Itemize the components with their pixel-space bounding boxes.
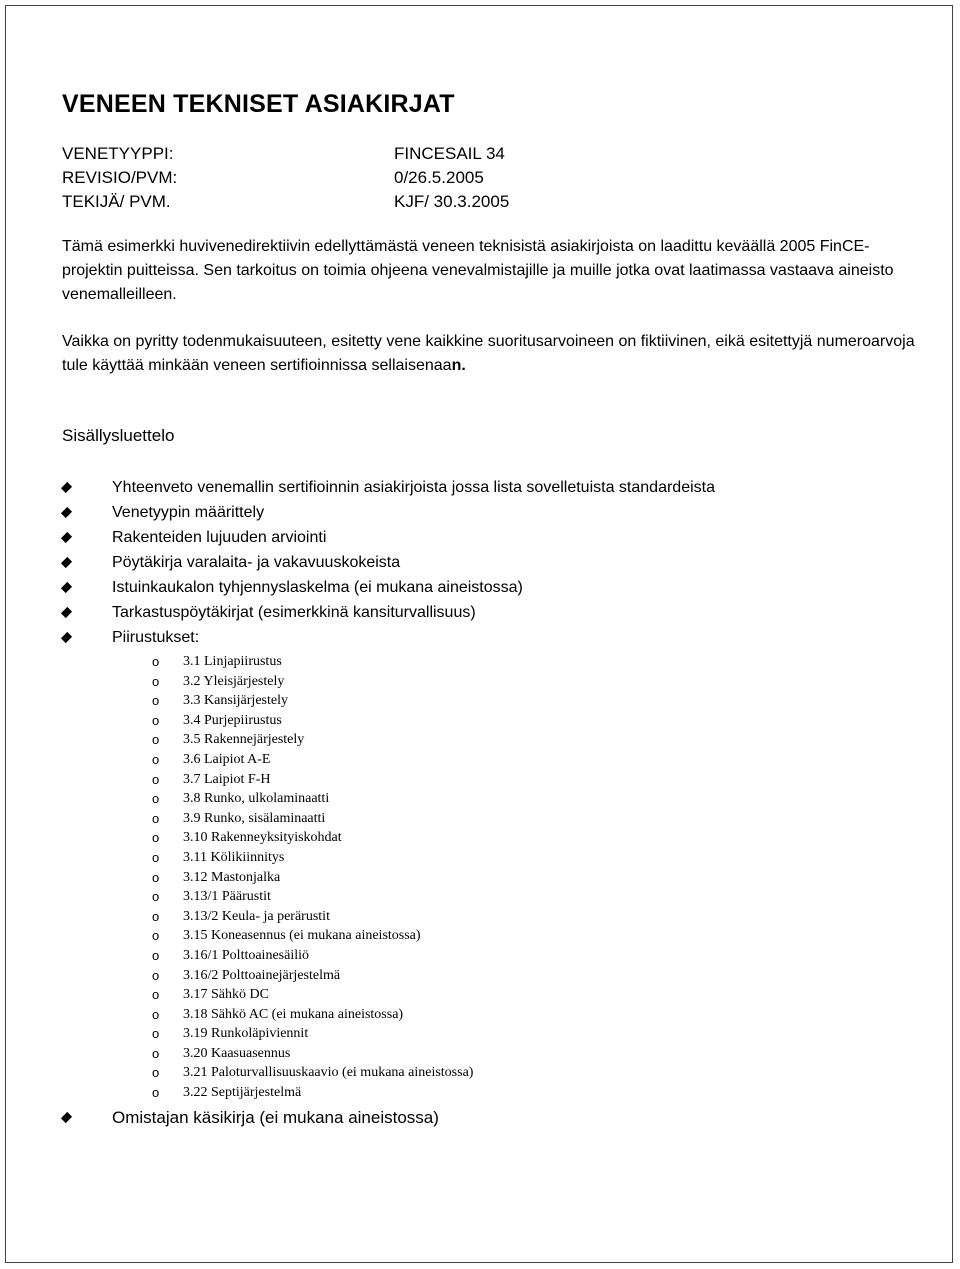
drawing-item (152, 907, 922, 927)
meta-row-boat-type (62, 142, 922, 166)
circle-bullet-icon: o (152, 712, 160, 728)
drawing-item-label: 3.20 Kaasuasennus (183, 1045, 291, 1061)
circle-bullet-icon: o (152, 1026, 160, 1042)
intro-paragraph-1: Tämä esimerkki huvivenedirektiivin edellyttämästä veneen teknisistä asiakirjoista on laadittu keväällä 2005 FinCE-projektin puitteissa. Sen tarkoitus on toimia ohjeena venevalmistajille ja muille jotka ovat laatimassa vastaava aineisto venemalleilleen. (62, 238, 894, 303)
intro-paragraph-2-end: n. (451, 357, 466, 374)
toc-item (62, 525, 922, 550)
toc-item (62, 1105, 922, 1130)
meta-value: FINCESAIL 34 (394, 144, 505, 163)
drawing-item (152, 946, 922, 966)
toc-item-label: Tarkastuspöytäkirjat (esimerkkinä kansiturvallisuus) (112, 604, 476, 621)
drawing-item-label: 3.8 Runko, ulkolaminaatti (183, 791, 330, 807)
circle-bullet-icon: o (152, 1045, 160, 1061)
drawing-item-label: 3.9 Runko, sisälaminaatti (183, 810, 326, 826)
meta-label: REVISIO/PVM: (62, 168, 178, 187)
meta-value: KJF/ 30.3.2005 (394, 192, 510, 211)
toc-heading: Sisällysluettelo (62, 426, 175, 445)
circle-bullet-icon: o (152, 889, 160, 905)
circle-bullet-icon: o (152, 771, 160, 787)
circle-bullet-icon: o (152, 987, 160, 1003)
drawing-item (152, 848, 922, 868)
drawing-item (152, 887, 922, 907)
circle-bullet-icon: o (152, 967, 160, 983)
bullet-icon (61, 632, 72, 643)
document-content (62, 84, 922, 1130)
drawing-item-label: 3.5 Rakennejärjestely (183, 732, 305, 748)
circle-bullet-icon: o (152, 1006, 160, 1022)
circle-bullet-icon: o (152, 849, 160, 865)
drawing-item-label: 3.4 Purjepiirustus (183, 712, 282, 728)
toc-list (62, 475, 922, 1130)
drawing-item-label: 3.10 Rakenneyksityiskohdat (183, 830, 342, 846)
toc-item-label: Istuinkaukalon tyhjennyslaskelma (ei mukana aineistossa) (112, 579, 523, 596)
drawing-item (152, 672, 922, 692)
drawing-item-label: 3.22 Septijärjestelmä (183, 1085, 302, 1101)
drawing-item-label: 3.13/1 Päärustit (183, 889, 271, 905)
document-meta (62, 142, 922, 214)
toc-item-label: Pöytäkirja varalaita- ja vakavuuskokeista (112, 554, 401, 571)
drawing-item-label: 3.12 Mastonjalka (183, 869, 281, 885)
bullet-icon (61, 607, 72, 618)
bullet-icon (61, 532, 72, 543)
circle-bullet-icon: o (152, 1085, 160, 1101)
circle-bullet-icon: o (152, 673, 160, 689)
bullet-icon (61, 507, 72, 518)
drawing-item-label: 3.7 Laipiot F-H (183, 771, 271, 787)
drawing-item (152, 1063, 922, 1083)
toc-item (62, 500, 922, 525)
circle-bullet-icon: o (152, 908, 160, 924)
drawing-item (152, 711, 922, 731)
toc-item-label: Yhteenveto venemallin sertifioinnin asiakirjoista jossa lista sovelletuista standardeista (112, 479, 715, 496)
drawing-item-label: 3.16/2 Polttoainejärjestelmä (183, 967, 341, 983)
drawing-item (152, 1083, 922, 1103)
bullet-icon (61, 1112, 72, 1123)
toc-item-drawings (62, 625, 922, 1103)
drawing-item-label: 3.15 Koneasennus (ei mukana aineistossa) (183, 928, 421, 944)
toc-item-label: Venetyypin määrittely (112, 504, 265, 521)
circle-bullet-icon: o (152, 947, 160, 963)
drawing-item (152, 809, 922, 829)
meta-row-revision (62, 166, 922, 190)
toc-item-label: Omistajan käsikirja (ei mukana aineistossa) (112, 1107, 439, 1127)
drawing-item (152, 1005, 922, 1025)
drawing-item (152, 652, 922, 672)
intro-paragraph-2 (62, 330, 922, 378)
toc-item (62, 550, 922, 575)
document-page (5, 5, 953, 1263)
drawing-item (152, 1044, 922, 1064)
circle-bullet-icon: o (152, 751, 160, 767)
drawing-item-label: 3.1 Linjapiirustus (183, 654, 282, 669)
drawing-item (152, 985, 922, 1005)
circle-bullet-icon: o (152, 830, 160, 846)
drawing-item (152, 770, 922, 790)
circle-bullet-icon: o (152, 732, 160, 748)
drawing-item-label: 3.21 Paloturvallisuuskaavio (ei mukana aineistossa) (183, 1065, 474, 1081)
drawings-list (152, 652, 922, 1103)
bullet-icon (61, 482, 72, 493)
circle-bullet-icon: o (152, 791, 160, 807)
drawing-item (152, 750, 922, 770)
drawing-item (152, 966, 922, 986)
drawing-item (152, 789, 922, 809)
toc-item-label: Piirustukset: (112, 629, 200, 646)
meta-row-author (62, 190, 922, 214)
circle-bullet-icon: o (152, 693, 160, 709)
meta-label: TEKIJÄ/ PVM. (62, 192, 171, 211)
drawing-item-label: 3.11 Kölikiinnitys (183, 849, 285, 865)
drawing-item-label: 3.18 Sähkö AC (ei mukana aineistossa) (183, 1006, 404, 1022)
drawing-item (152, 828, 922, 848)
toc-item (62, 600, 922, 625)
drawing-item (152, 691, 922, 711)
meta-value: 0/26.5.2005 (394, 168, 484, 187)
drawing-item (152, 730, 922, 750)
drawing-item-label: 3.6 Laipiot A-E (183, 751, 271, 767)
meta-label: VENETYYPPI: (62, 144, 174, 163)
circle-bullet-icon: o (152, 1065, 160, 1081)
circle-bullet-icon: o (152, 654, 160, 669)
drawing-item-label: 3.17 Sähkö DC (183, 987, 269, 1003)
drawing-item-label: 3.2 Yleisjärjestely (183, 673, 285, 689)
document-title: VENEEN TEKNISET ASIAKIRJAT (62, 90, 455, 118)
drawing-item-label: 3.16/1 Polttoainesäiliö (183, 947, 309, 963)
bullet-icon (61, 557, 72, 568)
drawing-item-label: 3.19 Runkoläpiviennit (183, 1026, 309, 1042)
drawing-item-label: 3.13/2 Keula- ja perärustit (183, 908, 330, 924)
bullet-icon (61, 582, 72, 593)
drawing-item (152, 1024, 922, 1044)
circle-bullet-icon: o (152, 869, 160, 885)
drawing-item-label: 3.3 Kansijärjestely (183, 693, 288, 709)
drawing-item (152, 926, 922, 946)
circle-bullet-icon: o (152, 928, 160, 944)
circle-bullet-icon: o (152, 810, 160, 826)
toc-item (62, 575, 922, 600)
toc-item (62, 475, 922, 500)
intro-paragraph-2-text: Vaikka on pyritty todenmukaisuuteen, esitetty vene kaikkine suoritusarvoineen on fiktiivinen, eikä esitettyjä numeroarvoja tule käyttää minkään veneen sertifioinnissa sellaisenaa (62, 333, 915, 374)
drawing-item (152, 868, 922, 888)
toc-item-label: Rakenteiden lujuuden arviointi (112, 529, 327, 546)
